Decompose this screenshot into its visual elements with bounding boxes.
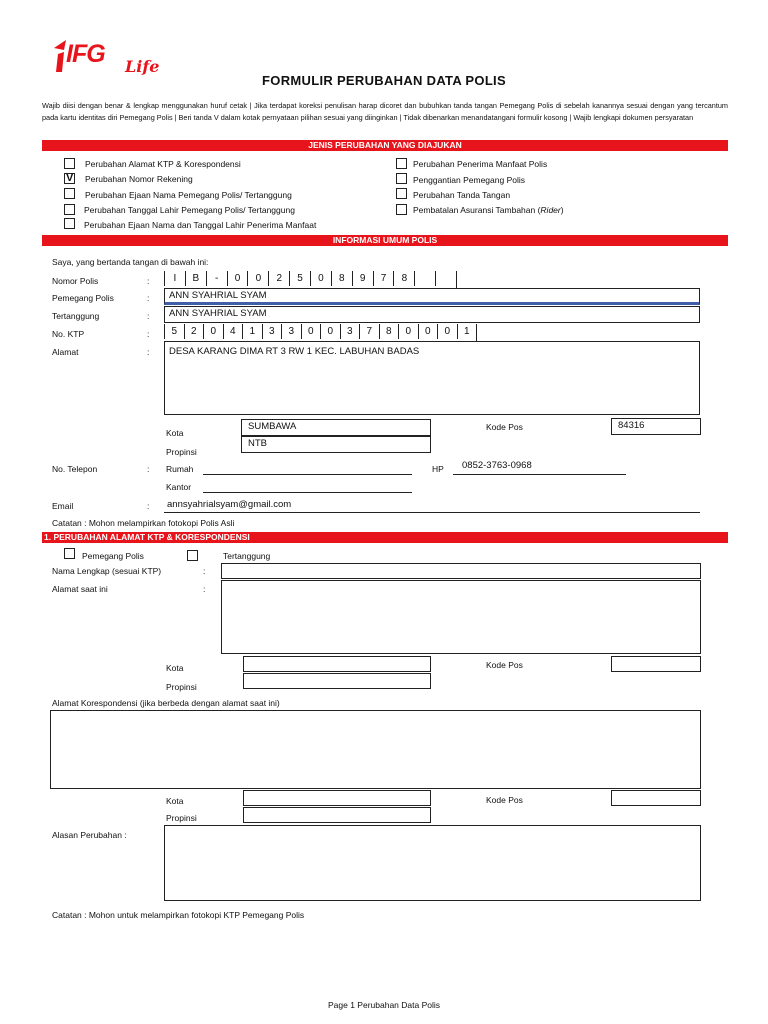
nomor-polis-boxes[interactable] (164, 271, 457, 288)
checkbox-pemegang-polis[interactable] (64, 548, 75, 559)
ktp-label: No. KTP (52, 329, 85, 339)
email-line[interactable] (164, 512, 700, 513)
telepon-label: No. Telepon (52, 464, 98, 474)
kota-label-kor: Kota (166, 796, 184, 806)
nomor-polis-cell[interactable]: I (164, 271, 185, 286)
nomor-polis-cell[interactable]: 8 (393, 271, 414, 286)
alamat-korespondensi-label: Alamat Korespondensi (jika berbeda dengan alamat saat ini) (52, 698, 280, 708)
hp-value: 0852-3763-0968 (462, 460, 532, 471)
ktp-cell[interactable]: 2 (184, 324, 204, 339)
info-intro: Saya, yang bertanda tangan di bawah ini: (52, 257, 209, 267)
nomor-polis-label: Nomor Polis (52, 276, 99, 286)
checkbox-ejaan-nama[interactable] (64, 188, 75, 199)
nomor-polis-cell[interactable]: 5 (289, 271, 310, 286)
ktp-cell[interactable]: 1 (457, 324, 477, 339)
checkbox-tanda-tangan[interactable] (396, 188, 407, 199)
checkbox-penerima-manfaat-ejaan[interactable] (64, 218, 75, 229)
kantor-line[interactable] (203, 492, 412, 493)
propinsi-label-s1: Propinsi (166, 682, 197, 692)
kode-pos-field-kor[interactable] (611, 790, 701, 806)
checkbox-tanggal-lahir[interactable] (64, 204, 75, 215)
checkbox-alamat-ktp[interactable] (64, 158, 75, 169)
propinsi-label: Propinsi (166, 447, 197, 457)
tertanggung-field[interactable] (164, 306, 700, 323)
kota-field-kor[interactable] (243, 790, 431, 806)
nomor-polis-cell[interactable]: B (185, 271, 206, 286)
kode-pos-value: 84316 (618, 420, 645, 431)
checkbox-penerima-manfaat[interactable] (396, 158, 407, 169)
rumah-label: Rumah (166, 464, 194, 474)
ktp-cell[interactable]: 0 (203, 324, 223, 339)
nomor-polis-cell[interactable]: 0 (310, 271, 331, 286)
nomor-polis-cell[interactable]: 0 (247, 271, 268, 286)
pemegang-polis-label: Pemegang Polis (52, 293, 114, 303)
option-label-nomor-rekening: Perubahan Nomor Rekening (85, 174, 193, 184)
tertanggung-value: ANN SYAHRIAL SYAM (169, 308, 267, 319)
option-label-tanda-tangan: Perubahan Tanda Tangan (413, 190, 511, 200)
hp-label: HP (432, 464, 444, 474)
kota-value: SUMBAWA (248, 421, 297, 432)
tertanggung-option-label: Tertanggung (223, 551, 271, 561)
colon: : (147, 329, 150, 339)
nomor-polis-cell[interactable]: 2 (268, 271, 289, 286)
ktp-cell[interactable]: 1 (242, 324, 262, 339)
nama-lengkap-field[interactable] (221, 563, 701, 579)
option-label-penerima-manfaat: Perubahan Penerima Manfaat Polis (413, 159, 548, 169)
kota-label: Kota (166, 428, 184, 438)
ktp-cell[interactable]: 0 (398, 324, 418, 339)
propinsi-field-s1[interactable] (243, 673, 431, 689)
ktp-cell[interactable]: 0 (320, 324, 340, 339)
kode-pos-label-s1: Kode Pos (486, 660, 523, 670)
ktp-cell[interactable]: 7 (359, 324, 379, 339)
colon: : (147, 293, 150, 303)
section-bar-perubahan-alamat: 1. PERUBAHAN ALAMAT KTP & KORESPONDENSI (42, 532, 728, 543)
option-label-pembatalan-rider: Pembatalan Asuransi Tambahan (Rider) (413, 205, 564, 215)
checkbox-tertanggung[interactable] (187, 550, 198, 561)
page-footer: Page 1 Perubahan Data Polis (328, 1000, 440, 1010)
checkbox-pembatalan-rider[interactable] (396, 204, 407, 215)
ktp-cell[interactable]: 8 (379, 324, 399, 339)
alamat-saat-ini-field[interactable] (221, 580, 701, 654)
pemegang-polis-option-label: Pemegang Polis (82, 551, 144, 561)
colon: : (147, 464, 150, 474)
ktp-boxes[interactable] (164, 324, 477, 341)
colon: : (147, 276, 150, 286)
rumah-line[interactable] (203, 474, 412, 475)
colon: : (147, 311, 150, 321)
checkbox-nomor-rekening[interactable] (64, 173, 75, 184)
nama-lengkap-label: Nama Lengkap (sesuai KTP) (52, 566, 162, 576)
nomor-polis-cell[interactable] (435, 271, 456, 286)
kantor-label: Kantor (166, 482, 192, 492)
ktp-cell[interactable]: 3 (262, 324, 282, 339)
tertanggung-label: Tertanggung (52, 311, 100, 321)
ktp-cell[interactable]: 0 (437, 324, 457, 339)
nomor-polis-cell[interactable]: 0 (227, 271, 248, 286)
propinsi-field[interactable] (241, 436, 431, 453)
colon: : (147, 347, 150, 357)
option-label-tanggal-lahir: Perubahan Tanggal Lahir Pemegang Polis/ Tertanggung (84, 205, 295, 215)
ktp-cell[interactable]: 3 (281, 324, 301, 339)
option-label-ejaan-nama: Perubahan Ejaan Nama Pemegang Polis/ Tertanggung (85, 190, 292, 200)
nomor-polis-cell[interactable]: 9 (352, 271, 373, 286)
kota-field-s1[interactable] (243, 656, 431, 672)
colon: : (203, 584, 206, 594)
section-bar-jenis-perubahan: JENIS PERUBAHAN YANG DIAJUKAN (42, 140, 728, 151)
kode-pos-label-kor: Kode Pos (486, 795, 523, 805)
kode-pos-field[interactable] (611, 418, 701, 435)
propinsi-field-kor[interactable] (243, 807, 431, 823)
nomor-polis-cell[interactable]: 8 (331, 271, 352, 286)
alamat-saat-ini-label: Alamat saat ini (52, 584, 108, 594)
logo-text-sub: Life (125, 57, 160, 76)
email-label: Email (52, 501, 74, 511)
checkbox-penggantian-pemegang[interactable] (396, 173, 407, 184)
alasan-perubahan-label: Alasan Perubahan : (52, 830, 127, 840)
propinsi-value: NTB (248, 438, 267, 449)
section-bar-informasi-umum: INFORMASI UMUM POLIS (42, 235, 728, 246)
colon: : (147, 501, 150, 511)
alamat-value: DESA KARANG DIMA RT 3 RW 1 KEC. LABUHAN BADAS (169, 346, 420, 357)
ktp-cell[interactable]: 5 (164, 324, 184, 339)
email-value: annsyahrialsyam@gmail.com (167, 499, 292, 510)
ktp-cell[interactable]: 4 (223, 324, 243, 339)
kota-field[interactable] (241, 419, 431, 436)
ktp-cell[interactable]: 0 (418, 324, 438, 339)
hp-line[interactable] (453, 474, 626, 475)
form-instructions: Wajib diisi dengan benar & lengkap menggunakan huruf cetak | Jika terdapat koreksi penulisan harap dicoret dan bubuhkan tanda tangan Pemegang Polis di sebelah kanannya sesuai dengan yang tercantum pada kartu identitas diri Pemegang Polis | Beri tanda V dalam kotak pernyataan pilihan sesuai yang diinginkan | Tidak dibenarkan menandatangani formulir kosong | Wajib lengkapi dokumen persyaratan (42, 101, 728, 122)
ktp-cell[interactable]: 0 (301, 324, 321, 339)
catatan-ktp: Catatan : Mohon untuk melampirkan fotokopi KTP Pemegang Polis (52, 910, 305, 920)
form-title: FORMULIR PERUBAHAN DATA POLIS (262, 73, 506, 88)
ktp-cell[interactable]: 3 (340, 324, 360, 339)
nomor-polis-cell[interactable]: - (206, 271, 227, 286)
catatan-polis: Catatan : Mohon melampirkan fotokopi Polis Asli (52, 518, 235, 528)
alasan-perubahan-field[interactable] (164, 825, 701, 901)
kota-label-s1: Kota (166, 663, 184, 673)
option-label-alamat-ktp: Perubahan Alamat KTP & Korespondensi (85, 159, 241, 169)
pemegang-polis-value: ANN SYAHRIAL SYAM (169, 290, 267, 301)
check-mark: V (66, 172, 74, 184)
pemegang-polis-field[interactable] (164, 288, 700, 305)
alamat-korespondensi-field[interactable] (50, 710, 701, 789)
alamat-field[interactable] (164, 341, 700, 415)
option-label-penggantian-pemegang: Penggantian Pemegang Polis (413, 175, 525, 185)
option-label-penerima-manfaat-ejaan: Perubahan Ejaan Nama dan Tanggal Lahir Penerima Manfaat (84, 220, 317, 230)
kode-pos-field-s1[interactable] (611, 656, 701, 672)
alamat-label: Alamat (52, 347, 79, 357)
propinsi-label-kor: Propinsi (166, 813, 197, 823)
colon: : (203, 566, 206, 576)
logo-text-main: IFG (66, 40, 105, 68)
nomor-polis-cell[interactable]: 7 (373, 271, 394, 286)
nomor-polis-cell[interactable] (414, 271, 435, 286)
kode-pos-label: Kode Pos (486, 422, 523, 432)
